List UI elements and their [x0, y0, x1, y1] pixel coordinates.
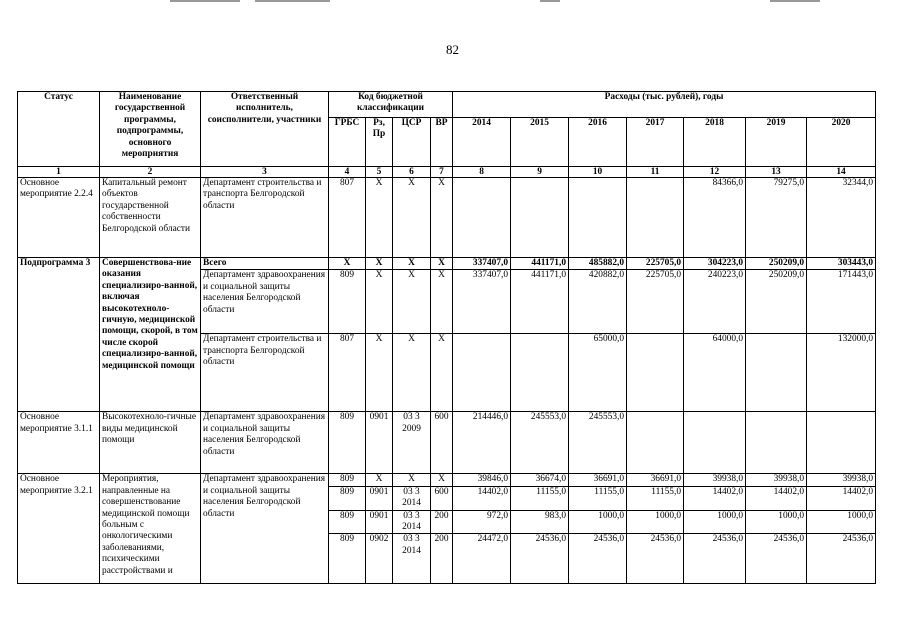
- header-year: 2019: [746, 118, 807, 167]
- rzpr-cell: Х: [366, 258, 393, 270]
- amount-cell: 11155,0: [627, 486, 684, 510]
- amount-cell: 1000,0: [569, 510, 627, 534]
- amount-cell: [511, 334, 569, 412]
- amount-cell: 245553,0: [569, 412, 627, 474]
- amount-cell: 24536,0: [807, 534, 876, 584]
- column-number: 12: [684, 167, 746, 178]
- rzpr-cell: Х: [366, 474, 393, 486]
- amount-cell: [746, 412, 807, 474]
- amount-cell: 39938,0: [684, 474, 746, 486]
- amount-cell: 337407,0: [453, 270, 511, 334]
- responsible-cell: Всего: [201, 258, 329, 270]
- amount-cell: 14402,0: [684, 486, 746, 510]
- amount-cell: 441171,0: [511, 258, 569, 270]
- grbs-cell: 807: [329, 178, 366, 258]
- amount-cell: [627, 178, 684, 258]
- column-number: 10: [569, 167, 627, 178]
- amount-cell: 14402,0: [453, 486, 511, 510]
- amount-cell: 36674,0: [511, 474, 569, 486]
- rzpr-cell: 0901: [366, 510, 393, 534]
- amount-cell: 11155,0: [511, 486, 569, 510]
- vr-cell: Х: [431, 474, 453, 486]
- amount-cell: 24536,0: [627, 534, 684, 584]
- amount-cell: 250209,0: [746, 270, 807, 334]
- header-budget-code: Код бюджетной классификации: [329, 92, 453, 118]
- amount-cell: 441171,0: [511, 270, 569, 334]
- column-number: 13: [746, 167, 807, 178]
- rzpr-cell: Х: [366, 178, 393, 258]
- amount-cell: 485882,0: [569, 258, 627, 270]
- vr-cell: Х: [431, 258, 453, 270]
- amount-cell: 24472,0: [453, 534, 511, 584]
- grbs-cell: 809: [329, 270, 366, 334]
- amount-cell: 64000,0: [684, 334, 746, 412]
- header-year: 2020: [807, 118, 876, 167]
- grbs-cell: 809: [329, 412, 366, 474]
- vr-cell: 200: [431, 510, 453, 534]
- amount-cell: 132000,0: [807, 334, 876, 412]
- header-csr: ЦСР: [393, 118, 431, 167]
- vr-cell: Х: [431, 334, 453, 412]
- amount-cell: 337407,0: [453, 258, 511, 270]
- header-year: 2017: [627, 118, 684, 167]
- name-cell: Мероприятия, направленные на совершенствование медицинской помощи больным с онкологическими заболеваниями, психическими расстройствами и: [100, 474, 201, 584]
- status-cell: Подпрограмма 3: [18, 258, 100, 412]
- header-expenses: Расходы (тыс. рублей), годы: [453, 92, 876, 118]
- amount-cell: 1000,0: [807, 510, 876, 534]
- amount-cell: 225705,0: [627, 270, 684, 334]
- csr-cell: Х: [393, 474, 431, 486]
- responsible-cell: Департамент строительства и транспорта Белгородской области: [201, 178, 329, 258]
- responsible-cell: Департамент строительства и транспорта Белгородской области: [201, 334, 329, 412]
- csr-cell: Х: [393, 258, 431, 270]
- column-number: 14: [807, 167, 876, 178]
- rzpr-cell: 0902: [366, 534, 393, 584]
- amount-cell: 11155,0: [569, 486, 627, 510]
- header-responsible: Ответственный исполнитель, соисполнители, участники: [201, 92, 329, 167]
- rzpr-cell: Х: [366, 334, 393, 412]
- name-cell: Высокотехноло-гичные виды медицинской помощи: [100, 412, 201, 474]
- amount-cell: 240223,0: [684, 270, 746, 334]
- amount-cell: 39938,0: [746, 474, 807, 486]
- csr-cell: 03 3 2014: [393, 534, 431, 584]
- csr-cell: 03 3 2014: [393, 486, 431, 510]
- column-number: 5: [366, 167, 393, 178]
- csr-cell: Х: [393, 334, 431, 412]
- budget-table: [17, 91, 876, 584]
- amount-cell: 983,0: [511, 510, 569, 534]
- amount-cell: [569, 178, 627, 258]
- table-row: [18, 258, 876, 270]
- amount-cell: 171443,0: [807, 270, 876, 334]
- status-cell: Основное мероприятие 3.2.1: [18, 474, 100, 584]
- amount-cell: 245553,0: [511, 412, 569, 474]
- table-row: [18, 412, 876, 474]
- responsible-cell: Департамент здравоохранения и социальной защиты населения Белгородской области: [201, 474, 329, 584]
- column-number: 2: [100, 167, 201, 178]
- grbs-cell: 809: [329, 486, 366, 510]
- amount-cell: 32344,0: [807, 178, 876, 258]
- column-number: 11: [627, 167, 684, 178]
- table-row: [18, 474, 876, 486]
- grbs-cell: 809: [329, 534, 366, 584]
- table-row: [18, 178, 876, 258]
- vr-cell: Х: [431, 270, 453, 334]
- name-cell: Совершенствова-ние оказания специализиро-ванной, включая высокотехноло-гичную, медицинской помощи, скорой, в том числе скорой специализиро-ванной, медицинской помощи: [100, 258, 201, 412]
- column-number-row: [18, 167, 876, 178]
- column-number: 4: [329, 167, 366, 178]
- header-status: Статус: [18, 92, 100, 167]
- amount-cell: 304223,0: [684, 258, 746, 270]
- vr-cell: 600: [431, 412, 453, 474]
- amount-cell: 36691,0: [627, 474, 684, 486]
- rzpr-cell: 0901: [366, 412, 393, 474]
- grbs-cell: Х: [329, 258, 366, 270]
- scan-edge-line: [255, 0, 330, 2]
- scan-edge-line: [770, 0, 820, 2]
- amount-cell: 1000,0: [684, 510, 746, 534]
- grbs-cell: 809: [329, 474, 366, 486]
- amount-cell: [453, 178, 511, 258]
- csr-cell: 03 3 2009: [393, 412, 431, 474]
- amount-cell: 420882,0: [569, 270, 627, 334]
- amount-cell: 79275,0: [746, 178, 807, 258]
- column-number: 1: [18, 167, 100, 178]
- amount-cell: 250209,0: [746, 258, 807, 270]
- amount-cell: 214446,0: [453, 412, 511, 474]
- amount-cell: 24536,0: [684, 534, 746, 584]
- csr-cell: 03 3 2014: [393, 510, 431, 534]
- csr-cell: Х: [393, 178, 431, 258]
- header-year: 2015: [511, 118, 569, 167]
- grbs-cell: 807: [329, 334, 366, 412]
- amount-cell: 36691,0: [569, 474, 627, 486]
- header-grbs: ГРБС: [329, 118, 366, 167]
- responsible-cell: Департамент здравоохранения и социальной защиты населения Белгородской области: [201, 412, 329, 474]
- column-number: 3: [201, 167, 329, 178]
- rzpr-cell: 0901: [366, 486, 393, 510]
- csr-cell: Х: [393, 270, 431, 334]
- amount-cell: 24536,0: [569, 534, 627, 584]
- page-number: 82: [446, 42, 459, 57]
- amount-cell: 225705,0: [627, 258, 684, 270]
- amount-cell: [627, 412, 684, 474]
- amount-cell: [453, 334, 511, 412]
- rzpr-cell: Х: [366, 270, 393, 334]
- scan-edge-line: [540, 0, 560, 2]
- amount-cell: 24536,0: [746, 534, 807, 584]
- header-row: [18, 92, 876, 118]
- column-number: 9: [511, 167, 569, 178]
- amount-cell: 65000,0: [569, 334, 627, 412]
- column-number: 6: [393, 167, 431, 178]
- amount-cell: 14402,0: [807, 486, 876, 510]
- header-program-name: Наименование государственной программы, подпрограммы, основного мероприятия: [100, 92, 201, 167]
- amount-cell: [807, 412, 876, 474]
- header-year: 2018: [684, 118, 746, 167]
- amount-cell: 39846,0: [453, 474, 511, 486]
- amount-cell: [627, 334, 684, 412]
- amount-cell: 1000,0: [746, 510, 807, 534]
- amount-cell: 39938,0: [807, 474, 876, 486]
- amount-cell: [746, 334, 807, 412]
- amount-cell: [684, 412, 746, 474]
- column-number: 7: [431, 167, 453, 178]
- amount-cell: [511, 178, 569, 258]
- amount-cell: 303443,0: [807, 258, 876, 270]
- amount-cell: 972,0: [453, 510, 511, 534]
- responsible-cell: Департамент здравоохранения и социальной защиты населения Белгородской области: [201, 270, 329, 334]
- header-rzpr: Рз, Пр: [366, 118, 393, 167]
- column-number: 8: [453, 167, 511, 178]
- status-cell: Основное мероприятие 3.1.1: [18, 412, 100, 474]
- grbs-cell: 809: [329, 510, 366, 534]
- scan-edge-line: [170, 0, 240, 2]
- amount-cell: 24536,0: [511, 534, 569, 584]
- header-year: 2016: [569, 118, 627, 167]
- status-cell: Основное мероприятие 2.2.4: [18, 178, 100, 258]
- name-cell: Капитальный ремонт объектов государственной собственности Белгородской области: [100, 178, 201, 258]
- header-year: 2014: [453, 118, 511, 167]
- vr-cell: Х: [431, 178, 453, 258]
- header-vr: ВР: [431, 118, 453, 167]
- vr-cell: 200: [431, 534, 453, 584]
- vr-cell: 600: [431, 486, 453, 510]
- amount-cell: 14402,0: [746, 486, 807, 510]
- amount-cell: 1000,0: [627, 510, 684, 534]
- amount-cell: 84366,0: [684, 178, 746, 258]
